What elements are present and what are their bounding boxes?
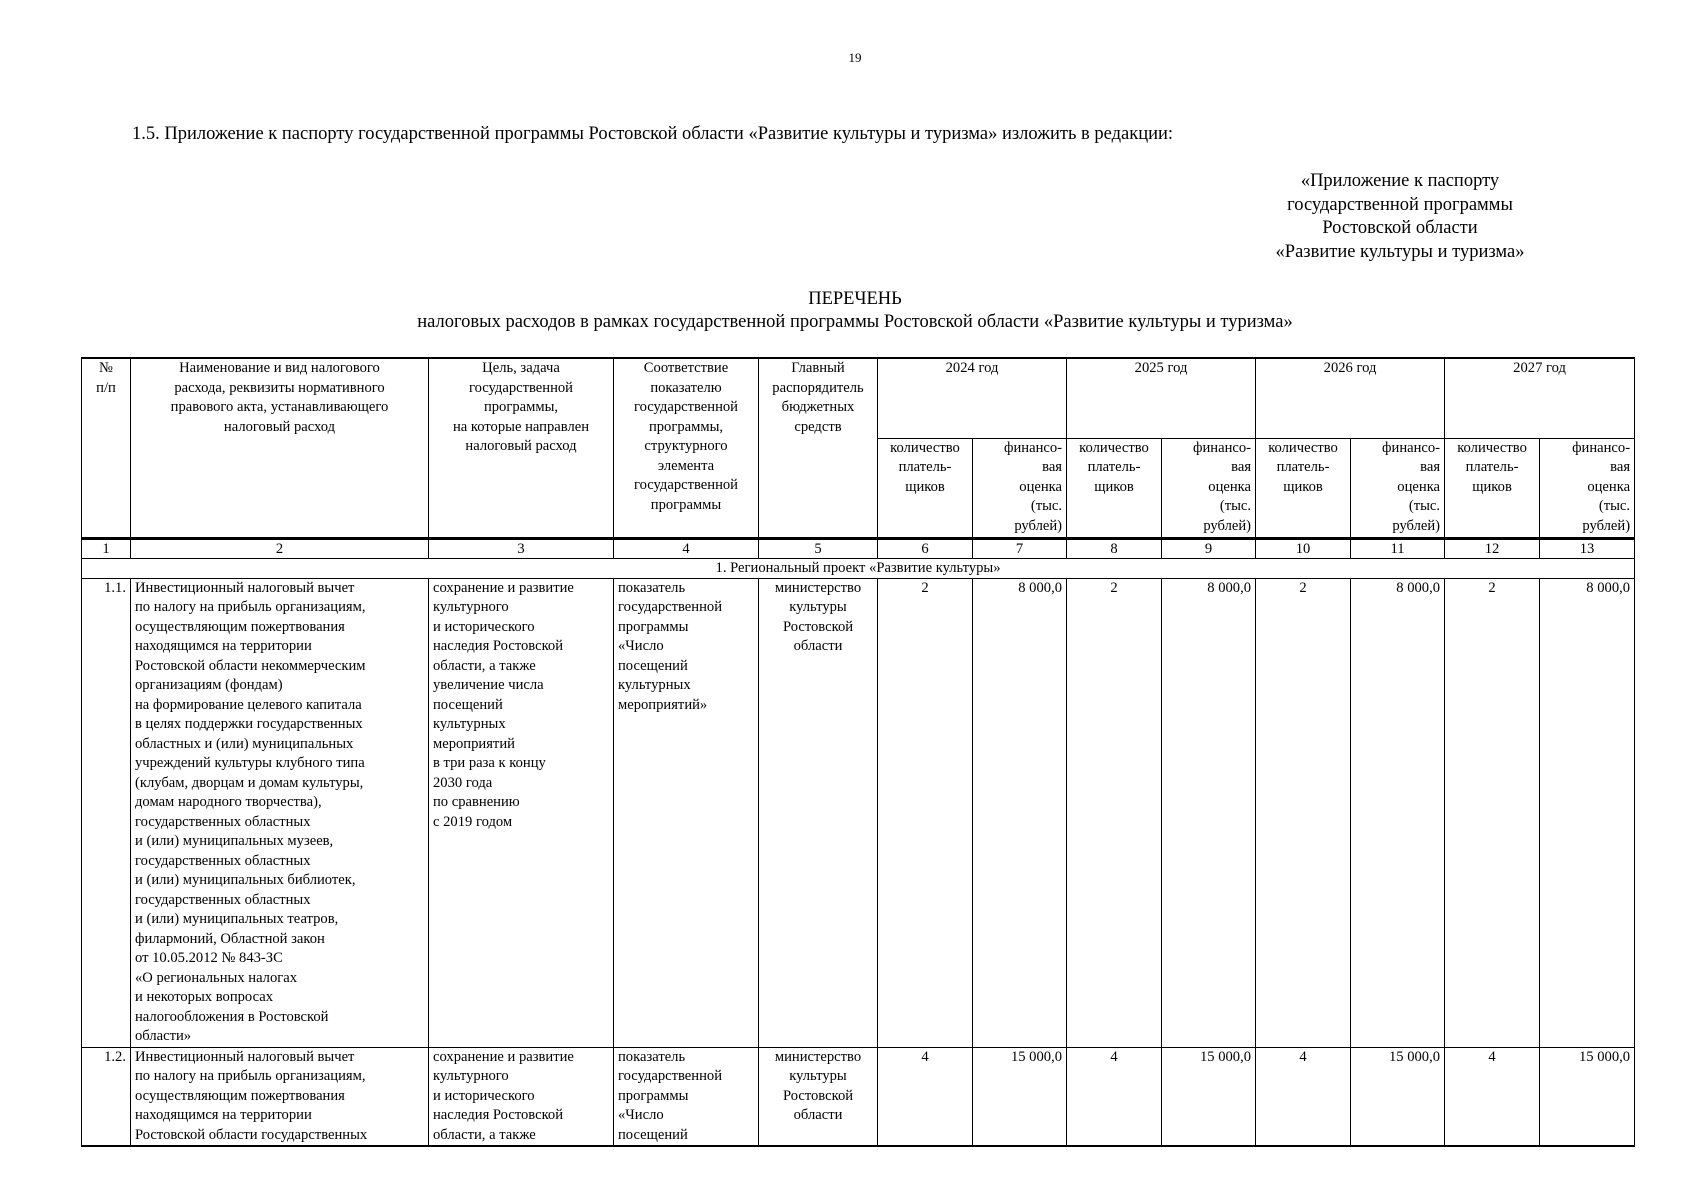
- row-num: 1.1.: [82, 578, 131, 1047]
- attachment-line: «Развитие культуры и туризма»: [1275, 241, 1525, 262]
- header-goal: Цель, задача государственной программы, на которые направлен налоговый расход: [429, 358, 614, 538]
- column-number: 7: [973, 538, 1067, 558]
- header-fin: финансо- вая оценка (тыс. рублей): [1540, 438, 1635, 538]
- row-value: 4: [1067, 1047, 1162, 1146]
- row-num: 1.2.: [82, 1047, 131, 1146]
- attachment-line: «Приложение к паспорту: [1300, 171, 1500, 191]
- row-manager: министерство культуры Ростовской области: [759, 1047, 878, 1146]
- header-count: количество платель- щиков: [1067, 438, 1162, 538]
- column-number: 11: [1351, 538, 1445, 558]
- column-number: 12: [1445, 538, 1540, 558]
- column-number: 13: [1540, 538, 1635, 558]
- document-subtitle: налоговых расходов в рамках государственной программы Ростовской области «Развитие культуры и туризма»: [417, 312, 1293, 332]
- row-value: 2: [878, 578, 973, 1047]
- row-match: показатель государственной программы «Число посещений культурных мероприятий»: [614, 578, 759, 1047]
- row-value: 8 000,0: [1351, 578, 1445, 1047]
- column-number: 10: [1256, 538, 1351, 558]
- row-match: показатель государственной программы «Число посещений: [614, 1047, 759, 1146]
- row-value: 4: [1445, 1047, 1540, 1146]
- header-count: количество платель- щиков: [878, 438, 973, 538]
- row-value: 8 000,0: [1162, 578, 1256, 1047]
- header-match: Соответствие показателю государственной программы, структурного элемента государственной программы: [614, 358, 759, 538]
- row-value: 15 000,0: [1540, 1047, 1635, 1146]
- row-value: 8 000,0: [973, 578, 1067, 1047]
- header-num: № п/п: [82, 358, 131, 538]
- attachment-caption: [1240, 170, 1560, 264]
- row-value: 15 000,0: [1351, 1047, 1445, 1146]
- attachment-line: государственной программы: [1287, 194, 1513, 215]
- attachment-line: Ростовской области: [1322, 218, 1478, 239]
- header-fin: финансо- вая оценка (тыс. рублей): [1351, 438, 1445, 538]
- row-manager: министерство культуры Ростовской области: [759, 578, 878, 1047]
- intro-paragraph: 1.5. Приложение к паспорту государственной программы Ростовской области «Развитие культуры и туризма» изложить в редакции:: [132, 124, 1174, 144]
- header-year: 2026 год: [1256, 358, 1445, 438]
- table-row: [82, 578, 1635, 1047]
- header-count: количество платель- щиков: [1445, 438, 1540, 538]
- column-number: 9: [1162, 538, 1256, 558]
- row-value: 15 000,0: [1162, 1047, 1256, 1146]
- header-year: 2027 год: [1445, 358, 1635, 438]
- page-number: 19: [848, 50, 862, 65]
- header-count: количество платель- щиков: [1256, 438, 1351, 538]
- column-number: 6: [878, 538, 973, 558]
- row-value: 2: [1445, 578, 1540, 1047]
- row-value: 2: [1256, 578, 1351, 1047]
- header-year: 2025 год: [1067, 358, 1256, 438]
- row-goal: сохранение и развитие культурного и исторического наследия Ростовской области, а также увеличение числа посещений культурных мероприятий в три раза к концу 2030 года по сравнению с 2019 годом: [429, 578, 614, 1047]
- row-goal: сохранение и развитие культурного и исторического наследия Ростовской области, а также: [429, 1047, 614, 1146]
- header-name: Наименование и вид налогового расхода, реквизиты нормативного правового акта, устанавливающего налоговый расход: [131, 358, 429, 538]
- row-name: Инвестиционный налоговый вычет по налогу на прибыль организациям, осуществляющим пожертвования находящимся на территории Ростовской области некоммерческим организациям (фондам) на формирование целевого капитала в целях поддержки государственных областных и (или) муниципальных учреждений культуры клубного типа (клубам, дворцам и домам культуры, домам народного творчества), государственных областных и (или) муниципальных музеев, государственных областных и (или) муниципальных библиотек, государственных областных и (или) муниципальных театров, филармоний, Областной закон от 10.05.2012 № 843-ЗС «О региональных налогах и некоторых вопросах налогообложения в Ростовской области»: [131, 578, 429, 1047]
- table-row: [82, 1047, 1635, 1146]
- row-value: 4: [878, 1047, 973, 1146]
- header-fin: финансо- вая оценка (тыс. рублей): [973, 438, 1067, 538]
- row-name: Инвестиционный налоговый вычет по налогу на прибыль организациям, осуществляющим пожертвования находящимся на территории Ростовской области государственных: [131, 1047, 429, 1146]
- row-value: 4: [1256, 1047, 1351, 1146]
- row-value: 8 000,0: [1540, 578, 1635, 1047]
- column-number: 3: [429, 538, 614, 558]
- column-number: 4: [614, 538, 759, 558]
- header-fin: финансо- вая оценка (тыс. рублей): [1162, 438, 1256, 538]
- column-number: 8: [1067, 538, 1162, 558]
- header-year: 2024 год: [878, 358, 1067, 438]
- column-number: 5: [759, 538, 878, 558]
- row-value: 2: [1067, 578, 1162, 1047]
- row-value: 15 000,0: [973, 1047, 1067, 1146]
- header-manager: Главный распорядитель бюджетных средств: [759, 358, 878, 538]
- column-number: 1: [82, 538, 131, 558]
- document-title: ПЕРЕЧЕНЬ: [808, 289, 902, 309]
- column-number: 2: [131, 538, 429, 558]
- tax-expenditure-table: [81, 357, 1635, 1147]
- section-heading: 1. Региональный проект «Развитие культуры»: [82, 558, 1635, 578]
